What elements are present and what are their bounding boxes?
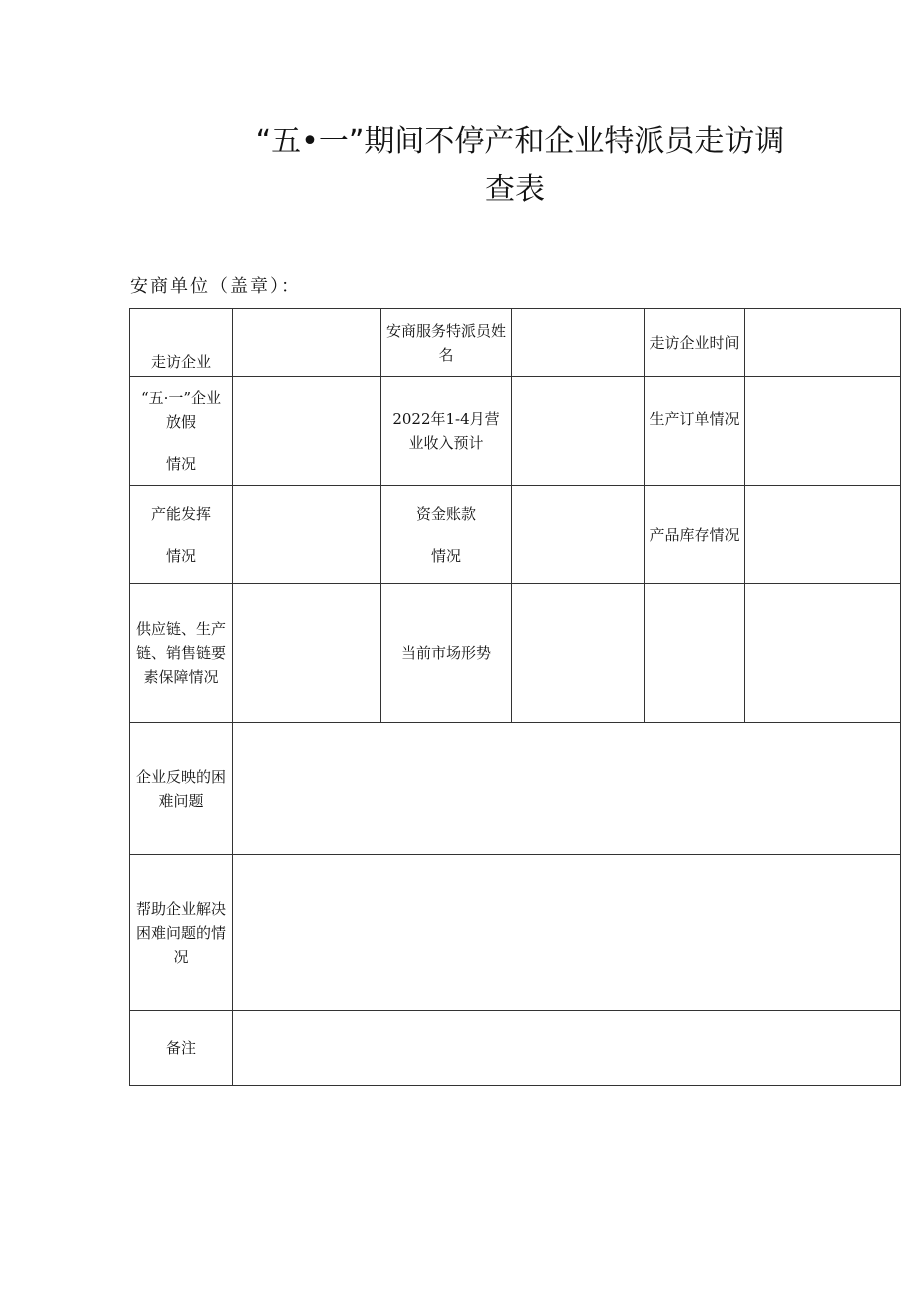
input-extra-2[interactable]	[745, 584, 901, 723]
label-holiday-status	[130, 377, 233, 486]
input-supply-chain[interactable]	[233, 584, 381, 723]
label-holiday-status-line2: 情况	[165, 455, 196, 473]
table-row	[130, 377, 901, 486]
input-inventory-status[interactable]	[745, 486, 901, 584]
label-funds-accounts	[381, 486, 512, 584]
label-capacity-usage	[130, 486, 233, 584]
label-visited-enterprise: 走访企业	[130, 309, 233, 377]
input-visited-enterprise[interactable]	[233, 309, 381, 377]
table-row	[130, 855, 901, 1011]
label-supply-chain: 供应链、生产链、销售链要素保障情况	[130, 584, 233, 723]
label-funds-accounts-line1: 资金账款	[415, 504, 476, 523]
label-funds-accounts-line2: 情况	[430, 546, 461, 565]
label-assistance: 帮助企业解决困难问题的情况	[130, 855, 233, 1011]
input-holiday-status[interactable]	[233, 377, 381, 486]
table-row	[130, 723, 901, 855]
page-title-line2: 查表	[485, 172, 545, 207]
visit-survey-table	[129, 308, 901, 1086]
label-holiday-status-line1: “五·一”企业放假	[140, 389, 222, 431]
label-capacity-usage-line1: 产能发挥	[150, 504, 211, 523]
table-row	[130, 486, 901, 584]
input-extra-1[interactable]	[645, 584, 745, 723]
input-revenue-forecast[interactable]	[512, 377, 645, 486]
input-commissioner-name[interactable]	[512, 309, 645, 377]
input-assistance[interactable]	[233, 855, 901, 1011]
page-title-line1: “五•一”期间不停产和企业特派员走访调	[255, 124, 785, 159]
label-capacity-usage-line2: 情况	[165, 546, 196, 565]
table-row	[130, 584, 901, 723]
input-remarks[interactable]	[233, 1011, 901, 1086]
label-market-situation: 当前市场形势	[381, 584, 512, 723]
label-visit-time: 走访企业时间	[645, 309, 745, 377]
input-capacity-usage[interactable]	[233, 486, 381, 584]
label-order-status: 生产订单情况	[645, 377, 745, 486]
label-inventory-status: 产品库存情况	[645, 486, 745, 584]
table-row	[130, 309, 901, 377]
unit-stamp-label: 安商单位（盖章）：	[130, 276, 301, 297]
label-revenue-forecast: 2022年1-4月营业收入预计	[381, 377, 512, 486]
input-order-status[interactable]	[745, 377, 901, 486]
label-remarks: 备注	[130, 1011, 233, 1086]
input-funds-accounts[interactable]	[512, 486, 645, 584]
label-commissioner-name: 安商服务特派员姓名	[381, 309, 512, 377]
input-visit-time[interactable]	[745, 309, 901, 377]
label-difficulties: 企业反映的困难问题	[130, 723, 233, 855]
input-difficulties[interactable]	[233, 723, 901, 855]
input-market-situation[interactable]	[512, 584, 645, 723]
table-row	[130, 1011, 901, 1086]
